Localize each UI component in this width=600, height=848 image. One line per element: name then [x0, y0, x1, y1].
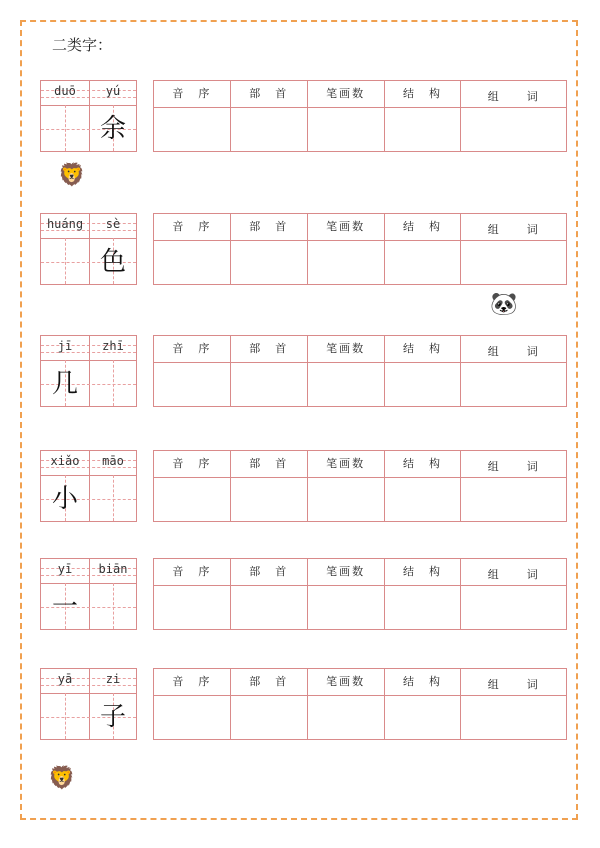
- column-header: 组 词: [461, 214, 566, 241]
- pinyin: zi: [105, 672, 121, 686]
- column-header: 笔画数: [308, 81, 384, 108]
- column-header: 音 序: [154, 214, 230, 241]
- table-column: [308, 451, 385, 521]
- table-column: [461, 81, 566, 151]
- column-header: 组 词: [461, 81, 566, 108]
- table-column: [385, 81, 462, 151]
- column-header: 结 构: [385, 214, 461, 241]
- column-header: 音 序: [154, 336, 230, 363]
- table-column: [385, 669, 462, 739]
- column-header: 笔画数: [308, 214, 384, 241]
- column-header: 音 序: [154, 81, 230, 108]
- column-header: 部 首: [231, 451, 307, 478]
- answer-cell[interactable]: [231, 108, 307, 151]
- answer-cell[interactable]: [308, 363, 384, 406]
- character: 余: [99, 114, 126, 144]
- lion-icon: 🦁: [48, 766, 76, 791]
- answer-cell[interactable]: [385, 363, 461, 406]
- panda-icon: 🐼: [490, 292, 518, 317]
- pinyin: māo: [102, 454, 124, 468]
- column-header: 部 首: [231, 81, 307, 108]
- answer-cell[interactable]: [231, 586, 307, 629]
- answer-cell[interactable]: [461, 241, 566, 284]
- table-column: [154, 559, 231, 629]
- table-column: [308, 81, 385, 151]
- table-column: [154, 81, 231, 151]
- analysis-table: [153, 213, 567, 285]
- table-column: [154, 669, 231, 739]
- answer-cell[interactable]: [308, 586, 384, 629]
- table-column: [461, 559, 566, 629]
- analysis-table: [153, 668, 567, 740]
- table-column: [308, 669, 385, 739]
- answer-cell[interactable]: [308, 241, 384, 284]
- column-header: 结 构: [385, 669, 461, 696]
- table-column: [308, 559, 385, 629]
- column-header: 结 构: [385, 451, 461, 478]
- answer-cell[interactable]: [385, 241, 461, 284]
- analysis-table: [153, 335, 567, 407]
- table-column: [154, 214, 231, 284]
- answer-cell[interactable]: [154, 363, 230, 406]
- character: [89, 361, 137, 407]
- answer-cell[interactable]: [385, 108, 461, 151]
- column-header: 音 序: [154, 559, 230, 586]
- character: 小: [51, 484, 78, 514]
- column-header: 组 词: [461, 559, 566, 586]
- character: [41, 239, 89, 285]
- character: 色: [99, 247, 126, 277]
- column-header: 结 构: [385, 336, 461, 363]
- column-header: 部 首: [231, 559, 307, 586]
- character: 几: [51, 369, 78, 399]
- table-column: [231, 669, 308, 739]
- character-grid: [40, 335, 137, 407]
- analysis-table: [153, 450, 567, 522]
- column-header: 组 词: [461, 336, 566, 363]
- table-column: [461, 214, 566, 284]
- table-column: [461, 669, 566, 739]
- answer-cell[interactable]: [461, 478, 566, 521]
- answer-cell[interactable]: [154, 108, 230, 151]
- character: 子: [99, 702, 126, 732]
- answer-cell[interactable]: [385, 696, 461, 739]
- table-column: [308, 336, 385, 406]
- table-column: [154, 451, 231, 521]
- table-column: [231, 451, 308, 521]
- answer-cell[interactable]: [461, 108, 566, 151]
- column-header: 部 首: [231, 214, 307, 241]
- table-column: [154, 336, 231, 406]
- table-column: [231, 214, 308, 284]
- section-title: 二类字：: [52, 36, 113, 54]
- answer-cell[interactable]: [461, 586, 566, 629]
- table-column: [385, 336, 462, 406]
- pinyin: jī: [57, 339, 73, 353]
- character: [89, 476, 137, 522]
- pinyin: zhī: [102, 339, 124, 353]
- column-header: 音 序: [154, 669, 230, 696]
- column-header: 组 词: [461, 669, 566, 696]
- answer-cell[interactable]: [308, 696, 384, 739]
- table-column: [231, 559, 308, 629]
- pinyin: yú: [105, 84, 121, 98]
- table-column: [308, 214, 385, 284]
- column-header: 组 词: [461, 451, 566, 478]
- column-header: 笔画数: [308, 559, 384, 586]
- answer-cell[interactable]: [461, 363, 566, 406]
- character: [41, 106, 89, 152]
- pinyin: yā: [57, 672, 73, 686]
- table-column: [385, 451, 462, 521]
- column-header: 部 首: [231, 669, 307, 696]
- column-header: 笔画数: [308, 451, 384, 478]
- character-grid: [40, 668, 137, 740]
- character: [41, 694, 89, 740]
- pinyin: sè: [105, 217, 121, 231]
- column-header: 结 构: [385, 559, 461, 586]
- table-column: [385, 559, 462, 629]
- analysis-table: [153, 558, 567, 630]
- column-header: 笔画数: [308, 669, 384, 696]
- column-header: 笔画数: [308, 336, 384, 363]
- answer-cell[interactable]: [461, 696, 566, 739]
- pinyin: xiǎo: [50, 454, 80, 468]
- answer-cell[interactable]: [385, 478, 461, 521]
- lion-icon: 🦁: [58, 163, 86, 188]
- pinyin: yī: [57, 562, 73, 576]
- answer-cell[interactable]: [308, 108, 384, 151]
- pinyin: duō: [54, 84, 76, 98]
- character-grid: [40, 213, 137, 285]
- analysis-table: [153, 80, 567, 152]
- answer-cell[interactable]: [154, 696, 230, 739]
- answer-cell[interactable]: [385, 586, 461, 629]
- answer-cell[interactable]: [154, 586, 230, 629]
- character-grid: [40, 450, 137, 522]
- table-column: [461, 336, 566, 406]
- table-column: [385, 214, 462, 284]
- table-column: [461, 451, 566, 521]
- answer-cell[interactable]: [231, 696, 307, 739]
- table-column: [231, 81, 308, 151]
- character-grid: [40, 558, 137, 630]
- answer-cell[interactable]: [231, 363, 307, 406]
- character: [89, 584, 137, 630]
- column-header: 结 构: [385, 81, 461, 108]
- character-grid: [40, 80, 137, 152]
- character: 一: [51, 592, 78, 622]
- answer-cell[interactable]: [308, 478, 384, 521]
- table-column: [231, 336, 308, 406]
- pinyin: huáng: [46, 217, 84, 231]
- column-header: 部 首: [231, 336, 307, 363]
- answer-cell[interactable]: [231, 478, 307, 521]
- pinyin: biān: [98, 562, 128, 576]
- answer-cell[interactable]: [231, 241, 307, 284]
- column-header: 音 序: [154, 451, 230, 478]
- answer-cell[interactable]: [154, 241, 230, 284]
- answer-cell[interactable]: [154, 478, 230, 521]
